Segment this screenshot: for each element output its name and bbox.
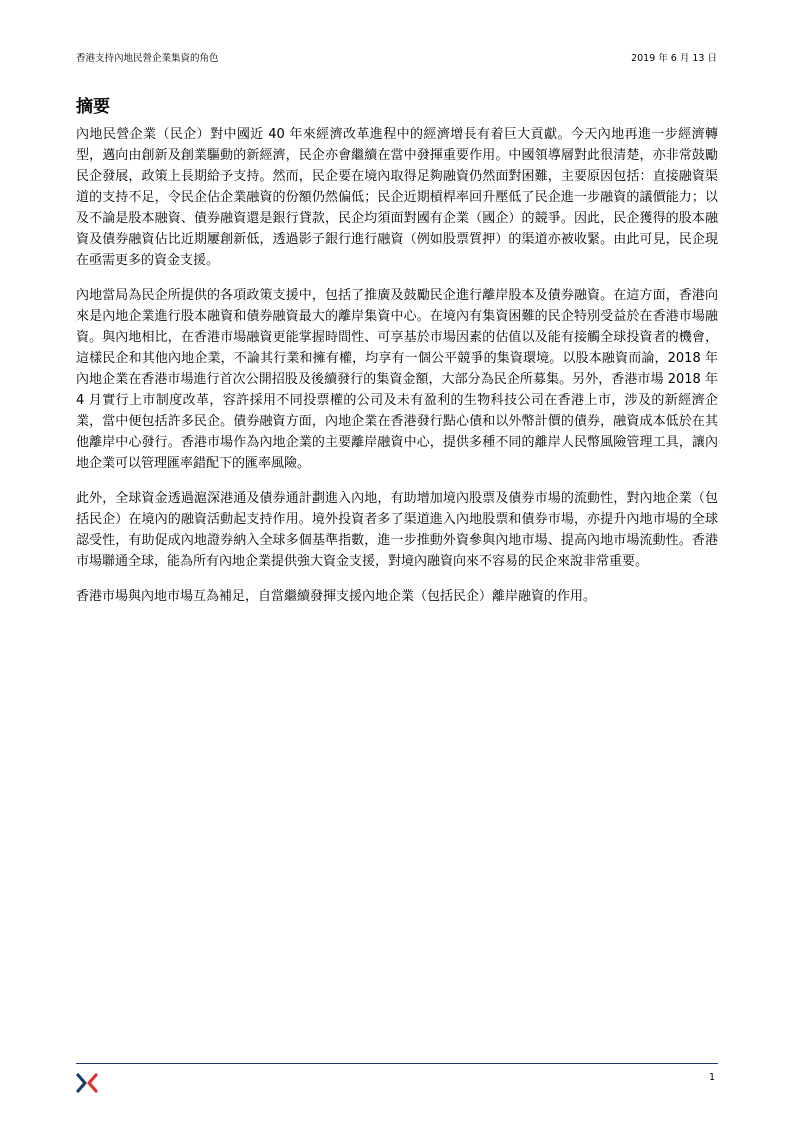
paragraph: 內地民營企業（民企）對中國近 40 年來經濟改革進程中的經濟增長有着巨大貢獻。今天內地再進一步經濟轉型，邁向由創新及創業驅動的新經濟，民企亦會繼續在當中發揮重要作用。中國領導層對此很清楚，亦非常鼓勵民企發展，政策上長期給予支持。然而，民企要在境內取得足夠融資仍然面對困難，主要原因包括：直接融資渠道的支持不足，令民企佔企業融資的份額仍然偏低；民企近期槓桿率回升壓低了民企進一步融資的議價能力；以及不論是股本融資、債券融資還是銀行貸款，民企均須面對國有企業（國企）的競爭。因此，民企獲得的股本融資及債券融資佔比近期屢創新低，透過影子銀行進行融資（例如股票質押）的渠道亦被收緊。由此可見，民企現在亟需更多的資金支援。 <box>76 127 718 268</box>
paragraph: 內地當局為民企所提供的各項政策支援中，包括了推廣及鼓勵民企進行離岸股本及債券融資。在這方面，香港向來是內地企業進行股本融資和債券融資最大的離岸集資中心。在境內有集資困難的民企特別受益於在香港市場融資。與內地相比，在香港市場融資更能掌握時間性、可享基於市場因素的估值以及能有接觸全球投資者的機會，這樣民企和其他內地企業，不論其行業和擁有權，均享有一個公平競爭的集資環境。以股本融資而論，2018 年內地企業在香港市場進行首次公開招股及後續發行的集資金額，大部分為民企所募集。另外，香港市場 2018 年 4 月實行上市制度改革，容許採用不同投票權的公司及未有盈利的生物科技公司在香港上市，涉及的新經濟企業，當中便包括許多民企。債券融資方面，內地企業在香港發行點心債和以外幣計價的債券，融資成本低於在其他離岸中心發行。香港市場作為內地企業的主要離岸融資中心，提供多種不同的離岸人民幣風險管理工具，讓內地企業可以管理匯率錯配下的匯率風險。 <box>76 288 718 471</box>
header-document-title: 香港支持內地民營企業集資的角色 <box>76 53 219 64</box>
paragraph: 香港市場與內地市場互為補足，自當繼續發揮支援內地企業（包括民企）離岸融資的作用。 <box>76 589 597 604</box>
section-title: 摘要 <box>76 97 110 117</box>
hkex-logo-icon <box>76 1072 98 1094</box>
footer-rule <box>76 1063 718 1064</box>
header-date: 2019 年 6 月 13 日 <box>631 53 717 64</box>
page-number: 1 <box>708 1072 715 1083</box>
paragraph: 此外，全球資金透過滬深港通及債券通計劃進入內地，有助增加境內股票及債券市場的流動性，對內地企業（包括民企）在境內的融資活動起支持作用。境外投資者多了渠道進入內地股票和債券市場，亦提升內地市場的全球認受性，有助促成內地證券納入全球多個基準指數，進一步推動外資參與內地市場、提高內地市場流動性。香港市場聯通全球，能為所有內地企業提供強大資金支援，對境內融資向來不容易的民企來說非常重要。 <box>76 491 718 569</box>
summary-body <box>76 124 718 621</box>
